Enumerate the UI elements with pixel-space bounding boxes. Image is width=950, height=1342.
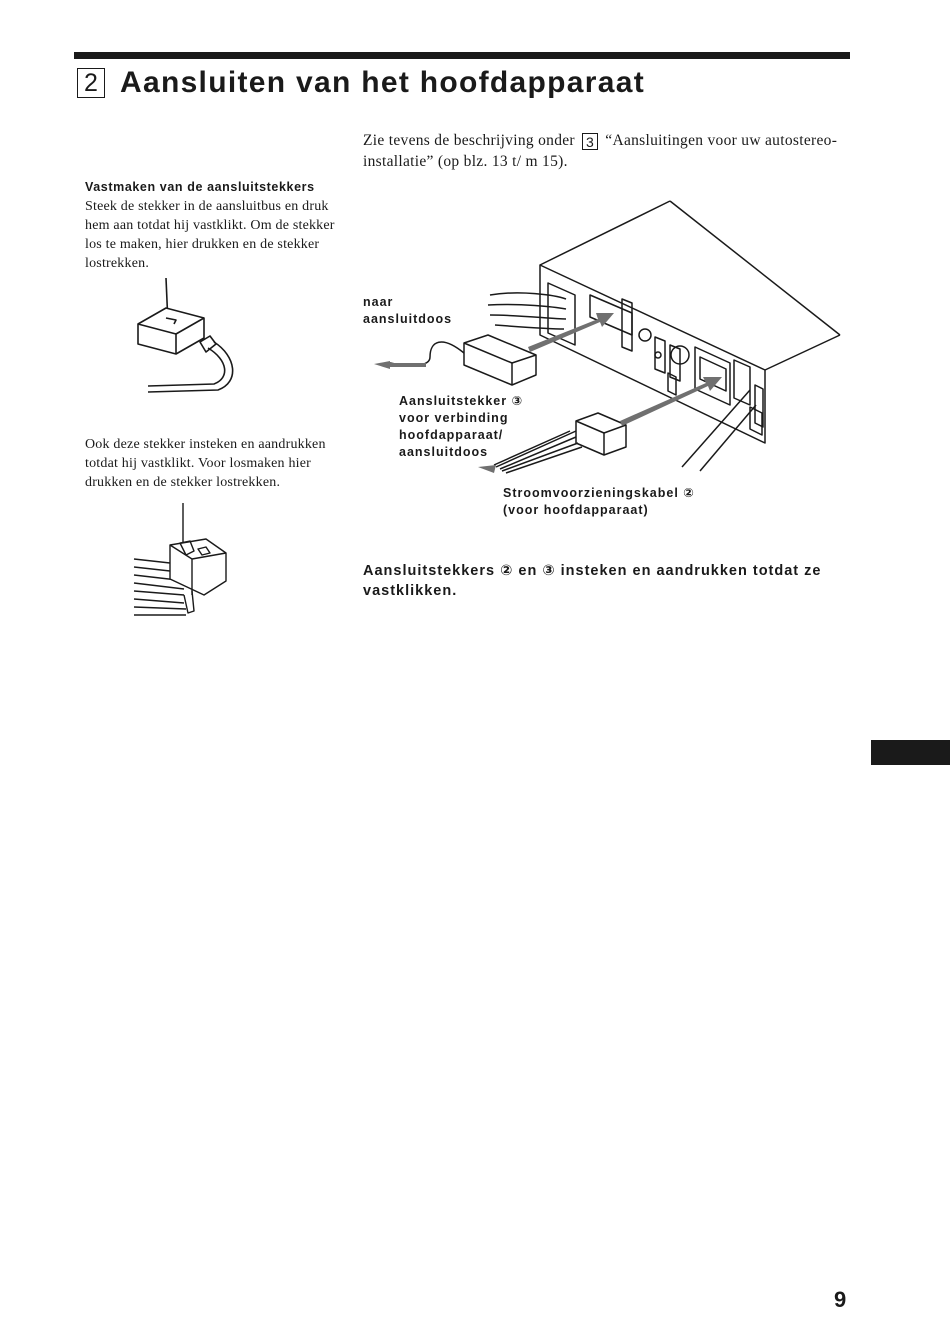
label-to-junction-box xyxy=(363,294,452,328)
connector-3 xyxy=(390,335,536,385)
connector-illustration-1 xyxy=(130,278,240,393)
language-side-tab xyxy=(871,740,950,765)
page-title: Aansluiten van het hoofdapparaat xyxy=(120,66,645,99)
label-connector3-line1: Aansluitstekker ③ xyxy=(399,394,524,408)
top-rule xyxy=(74,52,850,59)
intro-text-before: Zie tevens de beschrijving onder xyxy=(363,132,575,149)
section-header xyxy=(77,66,645,100)
label-to-junction-line2: aansluitdoos xyxy=(363,312,453,326)
section-number-box: 2 xyxy=(77,68,105,98)
connector-illustration-2 xyxy=(128,503,238,618)
out-arrow-junction xyxy=(374,361,426,369)
intro-ref-number-box: 3 xyxy=(582,133,598,150)
label-power-cable xyxy=(503,485,695,519)
label-power-line1: Stroomvoorzieningskabel ② xyxy=(503,486,695,500)
left-paragraph-2: Ook deze stekker insteken en aandrukken totdat hij vastklikt. Voor losmaken hier drukken en de stekker lostrekken. xyxy=(85,437,326,490)
label-connector-3 xyxy=(399,393,523,461)
page-number: 9 xyxy=(834,1287,847,1312)
head-unit-body xyxy=(540,201,670,265)
intro-text-after: “Aansluitingen voor uw autostereo-installatie” (op blz. 13 t/ m 15). xyxy=(363,132,838,170)
label-to-junction-line1: naar xyxy=(363,295,394,309)
label-connector3-line4: aansluitdoos xyxy=(399,445,489,459)
left-heading: Vastmaken van de aansluitstekkers xyxy=(85,180,315,194)
out-arrow-power xyxy=(478,465,496,473)
left-paragraph-1: Steek de stekker in de aansluitbus en druk hem aan totdat hij vastklikt. Om de stekker los te maken, hier drukken en de stekker lostrekken. xyxy=(85,199,335,271)
instruction-text: Aansluitstekkers ② en ③ insteken en aandrukken totdat ze vastklikken. xyxy=(363,563,822,599)
label-connector3-line3: hoofdapparaat/ xyxy=(399,428,504,442)
intro-paragraph xyxy=(363,130,843,172)
label-power-line2: (voor hoofdapparaat) xyxy=(503,503,649,517)
label-connector3-line2: voor verbinding xyxy=(399,411,509,425)
